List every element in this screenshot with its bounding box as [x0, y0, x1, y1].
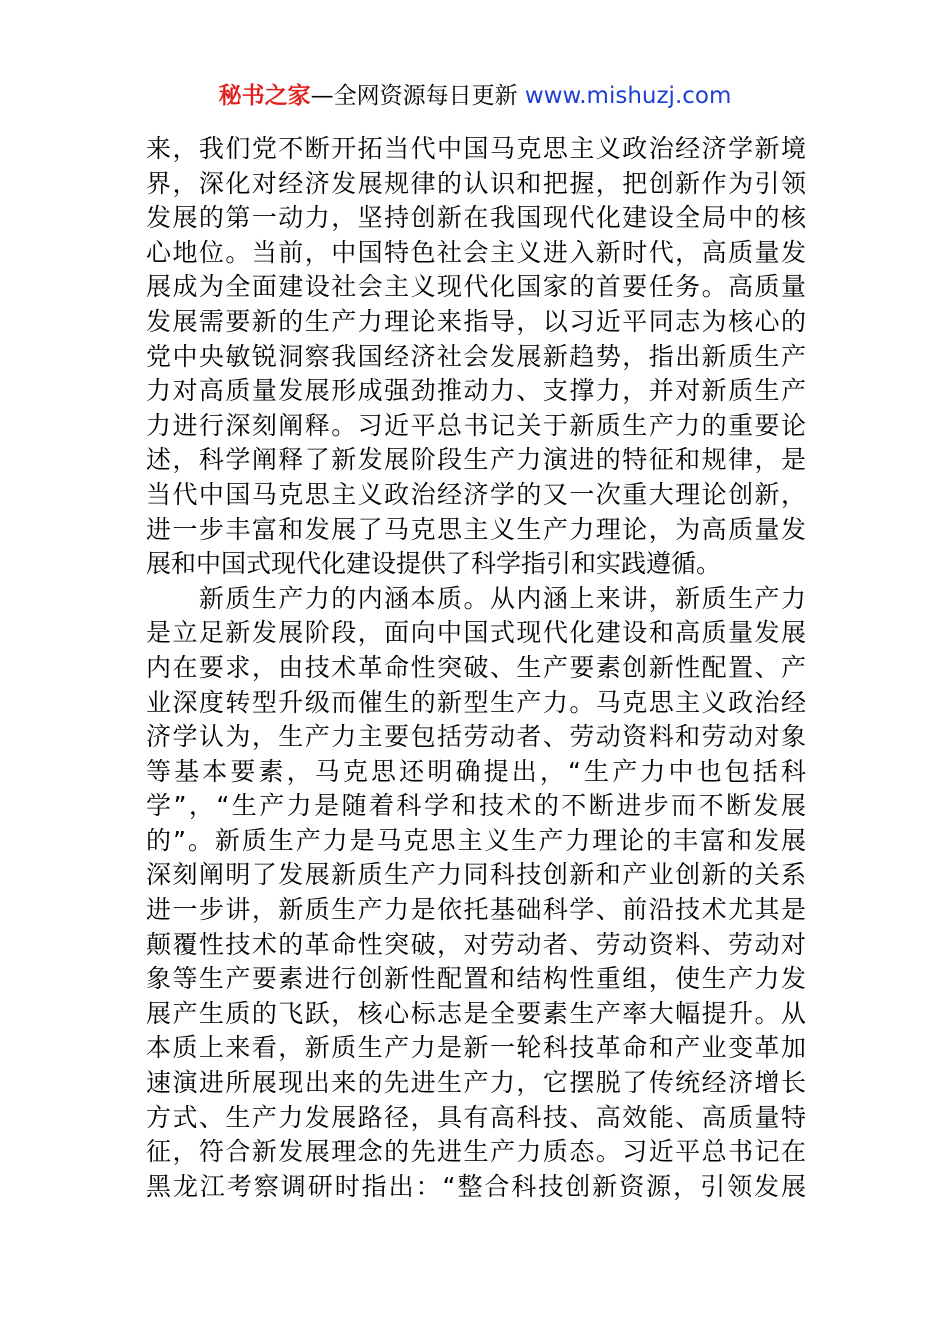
- text-line: 征，符合新发展理念的先进生产力质态。习近平总书记在: [146, 1137, 806, 1167]
- paragraph-end-line: 展和中国式现代化建设提供了科学指引和实践遵循。: [146, 549, 722, 579]
- text-line: 界，深化对经济发展规律的认识和把握，把创新作为引领: [146, 168, 806, 198]
- text-line: 的”。新质生产力是马克思主义生产力理论的丰富和发展: [146, 825, 806, 855]
- text-line: 力进行深刻阐释。习近平总书记关于新质生产力的重要论: [146, 410, 806, 440]
- text-line: 展成为全面建设社会主义现代化国家的首要任务。高质量: [146, 272, 806, 302]
- site-header: [0, 80, 950, 112]
- text-line: 业深度转型升级而催生的新型生产力。马克思主义政治经: [146, 687, 806, 717]
- text-line: 是立足新发展阶段，面向中国式现代化建设和高质量发展: [146, 618, 806, 648]
- text-line: 济学认为，生产力主要包括劳动者、劳动资料和劳动对象: [146, 722, 806, 752]
- text-line: 等基本要素，马克思还明确提出，“生产力中也包括科: [146, 756, 806, 786]
- text-line: 方式、生产力发展路径，具有高科技、高效能、高质量特: [146, 1102, 806, 1132]
- text-line: 进一步丰富和发展了马克思主义生产力理论，为高质量发: [146, 514, 806, 544]
- text-line: 本质上来看，新质生产力是新一轮科技革命和产业变革加: [146, 1033, 806, 1063]
- text-line: 心地位。当前，中国特色社会主义进入新时代，高质量发: [146, 237, 806, 267]
- site-url: www.mishuzj.com: [524, 83, 732, 109]
- text-line: 发展需要新的生产力理论来指导，以习近平同志为核心的: [146, 306, 806, 336]
- paragraph-start-line: 新质生产力的内涵本质。从内涵上来讲，新质生产力: [146, 583, 806, 613]
- text-line: 发展的第一动力，坚持创新在我国现代化建设全局中的核: [146, 203, 806, 233]
- text-line: 学”，“生产力是随着科学和技术的不断进步而不断发展: [146, 791, 806, 821]
- article-body: [146, 132, 806, 1204]
- header-tagline: —全网资源每日更新: [310, 83, 518, 109]
- text-line: 党中央敏锐洞察我国经济社会发展新趋势，指出新质生产: [146, 341, 806, 371]
- text-line: 当代中国马克思主义政治经济学的又一次重大理论创新，: [146, 479, 806, 509]
- text-line: 进一步讲，新质生产力是依托基础科学、前沿技术尤其是: [146, 895, 806, 925]
- text-line: 力对高质量发展形成强劲推动力、支撑力，并对新质生产: [146, 376, 806, 406]
- text-line: 内在要求，由技术革命性突破、生产要素创新性配置、产: [146, 652, 806, 682]
- text-line: 黑龙江考察调研时指出：“整合科技创新资源，引领发展: [146, 1171, 806, 1201]
- text-line: 象等生产要素进行创新性配置和结构性重组，使生产力发: [146, 964, 806, 994]
- text-line: 述，科学阐释了新发展阶段生产力演进的特征和规律，是: [146, 445, 806, 475]
- text-line: 来，我们党不断开拓当代中国马克思主义政治经济学新境: [146, 134, 806, 163]
- brand-name: 秘书之家: [218, 83, 311, 109]
- text-line: 展产生质的飞跃，核心标志是全要素生产率大幅提升。从: [146, 998, 806, 1028]
- text-line: 深刻阐明了发展新质生产力同科技创新和产业创新的关系: [146, 860, 806, 890]
- text-line: 速演进所展现出来的先进生产力，它摆脱了传统经济增长: [146, 1068, 806, 1098]
- text-line: 颠覆性技术的革命性突破，对劳动者、劳动资料、劳动对: [146, 929, 806, 959]
